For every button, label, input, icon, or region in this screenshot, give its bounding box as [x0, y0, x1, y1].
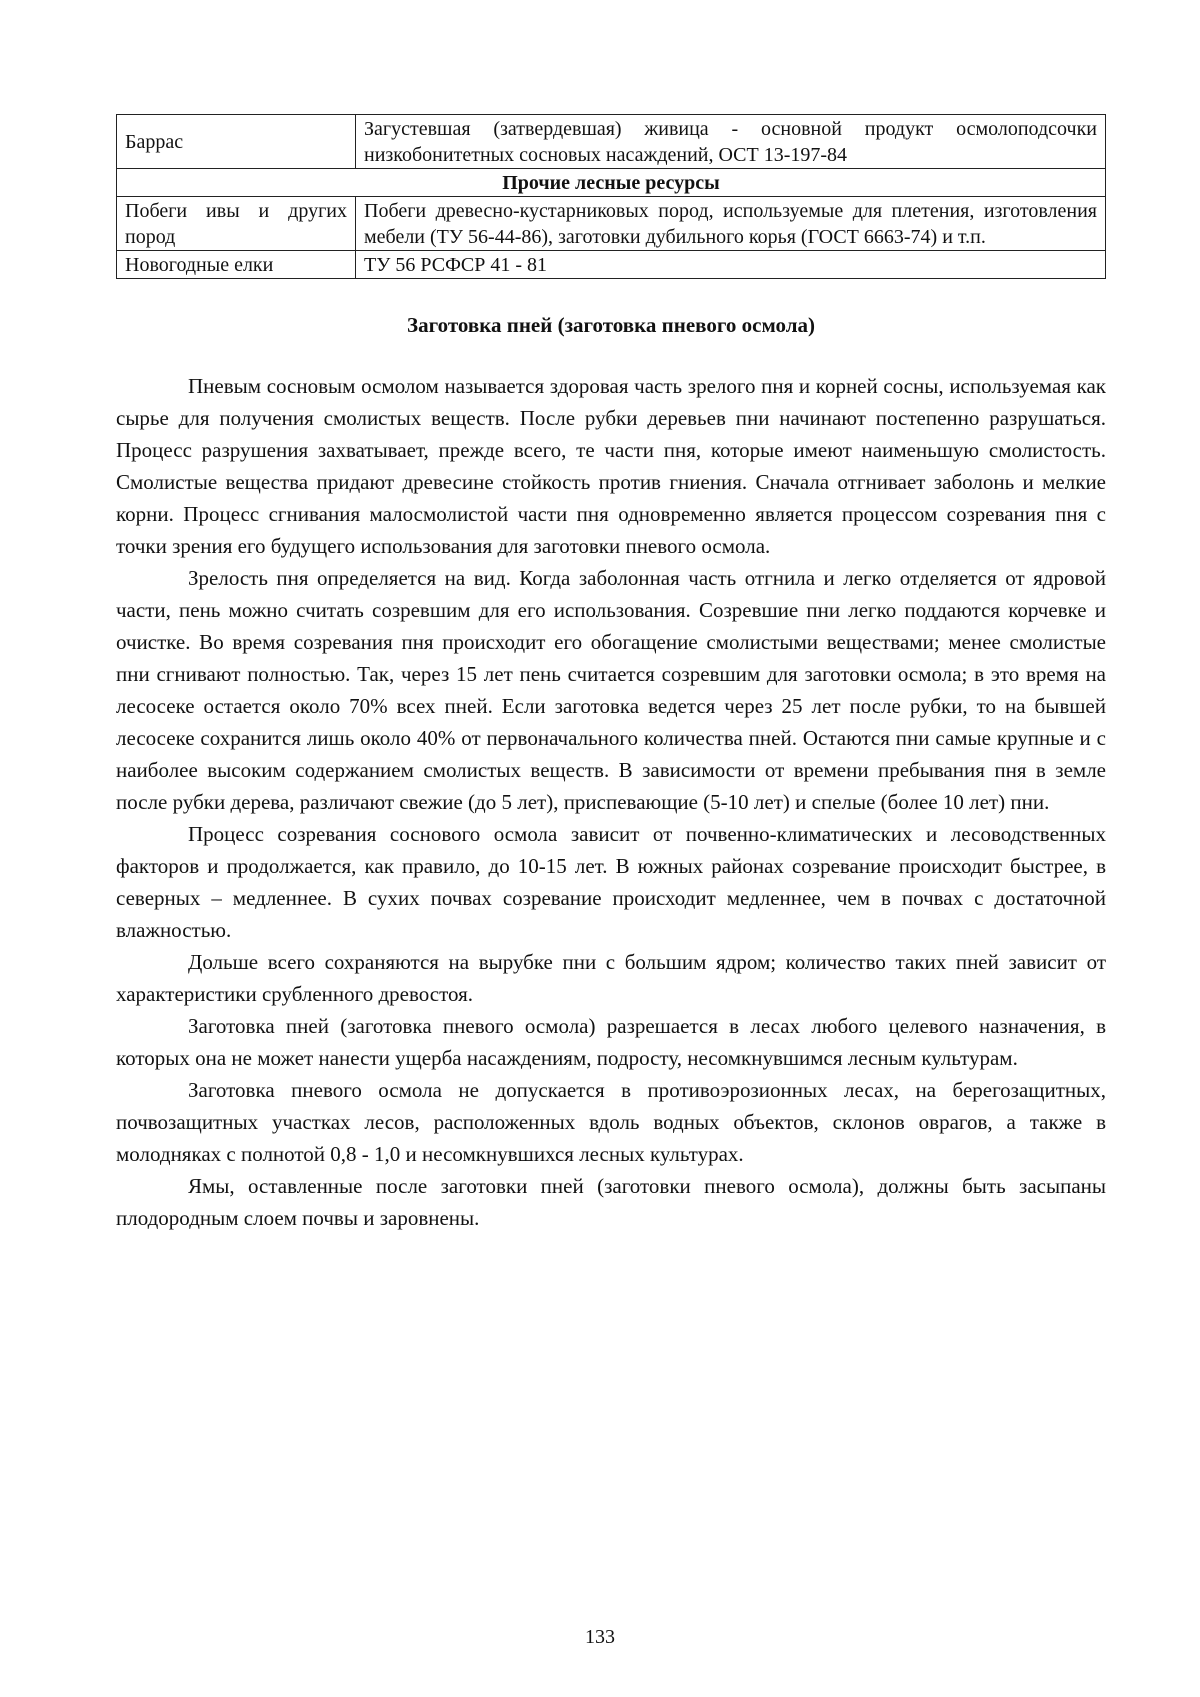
table-row: [117, 251, 1106, 279]
section-heading: Заготовка пней (заготовка пневого осмола): [407, 313, 815, 337]
paragraph: Процесс созревания соснового осмола зависит от почвенно-климатических и лесоводственных факторов и продолжается, как правило, до 10-15 лет. В южных районах созревание происходит быстрее, в северных – медленнее. В сухих почвах созревание происходит медленнее, чем в почвах с достаточной влажностью.: [116, 822, 1106, 942]
page-content: [116, 114, 1106, 1234]
paragraph: Ямы, оставленные после заготовки пней (заготовки пневого осмола), должны быть засыпаны плодородным слоем почвы и заровнены.: [116, 1174, 1106, 1230]
resource-name-cell: Новогодные елки: [117, 251, 356, 279]
resource-description-cell: ТУ 56 РСФСР 41 - 81: [356, 251, 1106, 279]
body-text: [116, 370, 1106, 1234]
resource-name-cell: Побеги ивы и других пород: [117, 197, 356, 251]
table-row: [117, 197, 1106, 251]
resource-description-cell: Загустевшая (затвердевшая) живица - основной продукт осмолоподсочки низкобонитетных сосновых насаждений, ОСТ 13-197-84: [356, 115, 1106, 169]
page-number: 133: [585, 1626, 615, 1648]
resource-name-cell: Баррас: [117, 115, 356, 169]
paragraph: Заготовка пневого осмола не допускается в противоэрозионных лесах, на берегозащитных, почвозащитных участках лесов, расположенных вдоль водных объектов, склонов оврагов, а также в молодняках с полнотой 0,8 - 1,0 и несомкнувшихся лесных культурах.: [116, 1078, 1106, 1166]
paragraph: Дольше всего сохраняются на вырубке пни с большим ядром; количество таких пней зависит от характеристики срубленного древостоя.: [116, 950, 1106, 1006]
paragraph: Пневым сосновым осмолом называется здоровая часть зрелого пня и корней сосны, используемая как сырье для получения смолистых веществ. После рубки деревьев пни начинают постепенно разрушаться. Процесс разрушения захватывает, прежде всего, те части пня, которые имеют наименьшую смолистость. Смолистые вещества придают древесине стойкость против гниения. Сначала отгнивает заболонь и мелкие корни. Процесс сгнивания малосмолистой части пня одновременно является процессом созревания пня с точки зрения его будущего использования для заготовки пневого осмола.: [116, 374, 1106, 558]
paragraph: Зрелость пня определяется на вид. Когда заболонная часть отгнила и легко отделяется от ядровой части, пень можно считать созревшим для его использования. Созревшие пни легко поддаются корчевке и очистке. Во время созревания пня происходит его обогащение смолистыми веществами; менее смолистые пни сгнивают полностью. Так, через 15 лет пень считается созревшим для заготовки осмола; в это время на лесосеке остается около 70% всех пней. Если заготовка ведется через 25 лет после рубки, то на бывшей лесосеке сохранится лишь около 40% от первоначального количества пней. Остаются пни самые крупные и с наиболее высоким содержанием смолистых веществ. В зависимости от времени пребывания пня в земле после рубки дерева, различают свежие (до 5 лет), приспевающие (5-10 лет) и спелые (более 10 лет) пни.: [116, 566, 1106, 814]
paragraph: Заготовка пней (заготовка пневого осмола) разрешается в лесах любого целевого назначения, в которых она не может нанести ущерба насаждениям, подросту, несомкнувшимся лесным культурам.: [116, 1014, 1106, 1070]
table-row: [117, 115, 1106, 169]
table-section-title: Прочие лесные ресурсы: [117, 169, 1106, 197]
table-section-row: [117, 169, 1106, 197]
resources-table: [116, 114, 1106, 279]
resource-description-cell: Побеги древесно-кустарниковых пород, используемые для плетения, изготовления мебели (ТУ 56-44-86), заготовки дубильного корья (ГОСТ 6663-74) и т.п.: [356, 197, 1106, 251]
